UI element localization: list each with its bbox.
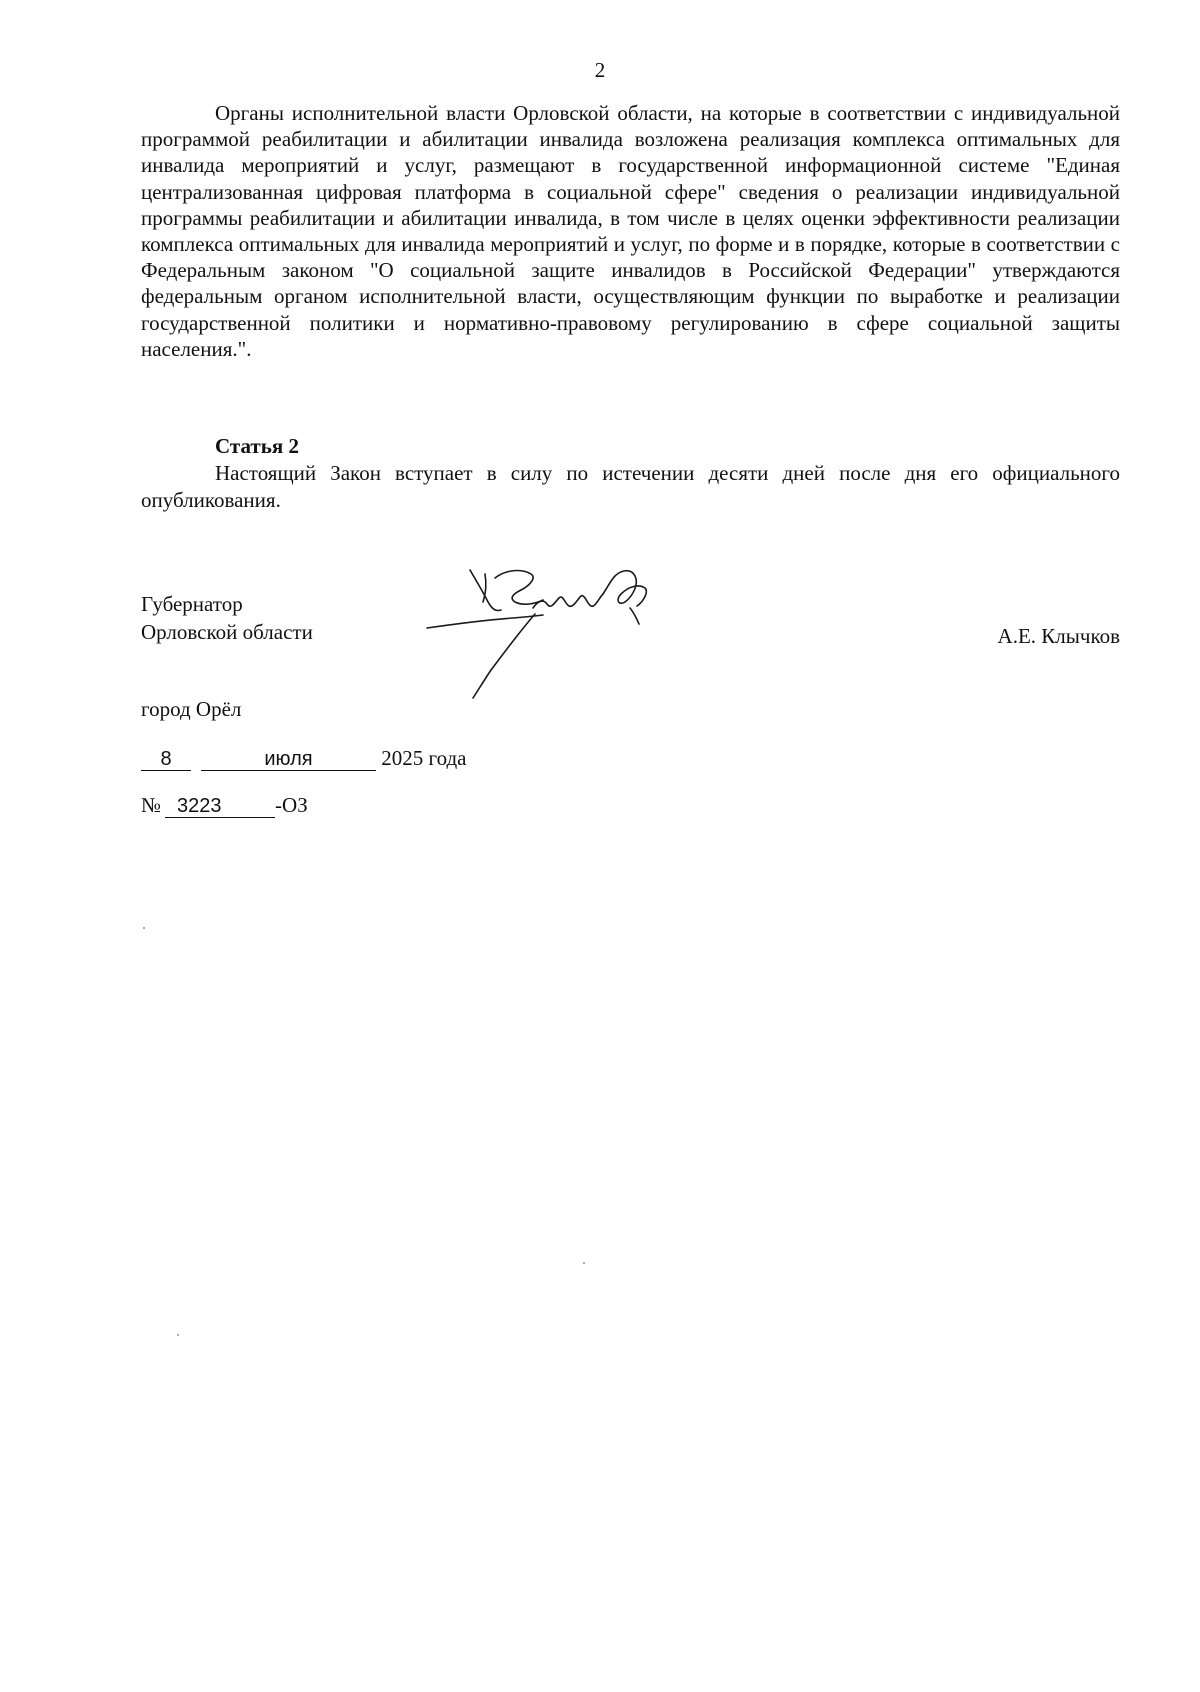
main-paragraph: Органы исполнительной власти Орловской области, на которые в соответствии с индивидуальной программой реабилитации и абилитации инвалида возложена реализация комплекса оптимальных для инвалида мероприятий и услуг, размещают в государственной информационной системе "Единая централизованная цифровая платформа в социальной сфере" сведения о реализации индивидуальной программы реабилитации и абилитации инвалида, в том числе в целях оценки эффективности реализации комплекса оптимальных для инвалида мероприятий и услуг, по форме и в порядке, которые в соответствии с Федеральным законом "О социальной защите инвалидов в Российской Федерации" утверждаются федеральным органом исполнительной власти, осуществляющим функции по выработке и реализации государственной политики и нормативно-правовому регулированию в сфере социальной защиты населения.".	[141, 101, 1120, 361]
date-line	[141, 746, 467, 771]
signer-position-line2: Орловской области	[141, 620, 313, 644]
date-year: 2025 года	[381, 746, 467, 770]
signer-name: А.Е. Клычков	[997, 624, 1120, 648]
page-number: 2	[594, 58, 606, 82]
number-sign: №	[141, 793, 162, 817]
scan-speck	[177, 1334, 179, 1336]
law-number: 3223	[165, 795, 275, 818]
number-suffix: -ОЗ	[275, 793, 308, 817]
law-number-line	[141, 793, 308, 818]
date-day: 8	[141, 748, 191, 771]
scan-speck	[583, 1262, 585, 1264]
handwritten-signature	[425, 568, 685, 700]
signer-position-line1: Губернатор	[141, 592, 243, 616]
article-text: Настоящий Закон вступает в силу по истечении десяти дней после дня его официального опубликования.	[141, 461, 1120, 512]
city: город Орёл	[141, 697, 242, 721]
signer-position	[141, 590, 313, 646]
date-month: июля	[201, 748, 376, 771]
article-title: Статья 2	[215, 434, 299, 458]
scan-speck	[143, 927, 145, 929]
